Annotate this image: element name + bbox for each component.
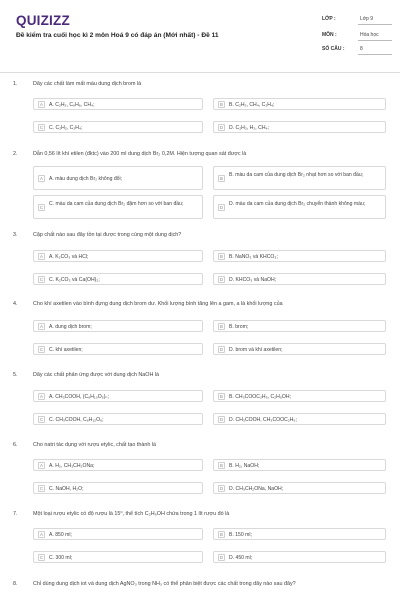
option-a[interactable]	[33, 98, 203, 110]
option-text: C. 300 ml;	[49, 554, 73, 561]
option-b[interactable]	[213, 166, 386, 190]
option-text: A. H₂, CH₃CH₂ONa;	[49, 462, 95, 469]
option-b[interactable]	[213, 250, 386, 262]
option-a[interactable]	[33, 390, 203, 402]
option-text: B. H₂, NaOH;	[229, 462, 260, 469]
option-text: A. C₂H₂, C₆H₆, CH₄;	[49, 101, 95, 108]
option-letter-badge: B	[218, 531, 225, 538]
worksheet-header	[0, 0, 400, 70]
option-c[interactable]	[33, 195, 203, 219]
option-letter-badge: D	[219, 555, 224, 560]
option-text: B. CH₃COOC₂H₅, C₂H₅OH;	[229, 393, 291, 400]
question-number: 5.	[13, 372, 18, 378]
option-letter-badge: A	[38, 175, 45, 182]
option-letter-badge: D	[219, 125, 224, 130]
question-text: Chỉ dùng dung dịch iot và dung dịch AgNO₃ trong NH₃ có thể phân biệt được các chất trong dãy nào sau đây?	[33, 581, 296, 587]
option-letter-badge: B	[218, 393, 225, 400]
option-letter-badge: A	[38, 323, 45, 330]
option-text: A. K₂CO₃ và HCl;	[49, 253, 89, 260]
option-text: D. brom và khí axetilen;	[229, 346, 283, 353]
question-number: 1.	[13, 81, 18, 87]
option-letter-badge: D	[219, 277, 224, 282]
option-d[interactable]	[213, 551, 386, 563]
meta-class-value: Lớp 9	[360, 16, 374, 22]
option-letter-badge: D	[219, 347, 224, 352]
question-text: Cho khí axetilen vào bình đựng dung dịch brom dư. Khối lượng bình tăng lên a gam, a là khối lượng của	[33, 301, 283, 307]
option-letter-badge: A	[38, 462, 45, 469]
option-text: A. dung dịch brom;	[49, 323, 92, 330]
option-letter-badge: C	[39, 555, 44, 560]
option-letter-badge: C	[39, 347, 44, 352]
option-letter-badge: B	[218, 101, 225, 108]
header-divider	[0, 72, 400, 73]
option-text: B. 150 ml;	[229, 531, 252, 538]
question-number: 3.	[13, 232, 18, 238]
question-text: Dẫn 0,56 lít khí etilen (đktc) vào 200 ml dung dịch Br₂ 0,2M. Hiện tượng quan sát được là	[33, 151, 247, 157]
option-text: D. KHCO₃ và NaOH;	[229, 276, 277, 283]
question-number: 8.	[13, 581, 18, 587]
meta-subject-value: Hóa học	[360, 32, 379, 38]
option-d[interactable]	[213, 121, 386, 133]
option-a[interactable]	[33, 528, 203, 540]
option-c[interactable]	[33, 273, 203, 285]
option-text: C. C₂H₂, C₂H₄;	[49, 124, 83, 131]
option-letter-badge: A	[38, 101, 45, 108]
option-d[interactable]	[213, 273, 386, 285]
option-b[interactable]	[213, 320, 386, 332]
option-letter-badge: A	[38, 531, 45, 538]
option-b[interactable]	[213, 528, 386, 540]
option-d[interactable]	[213, 343, 386, 355]
option-a[interactable]	[33, 166, 203, 190]
option-letter-badge: C	[39, 277, 44, 282]
question-number: 2.	[13, 151, 18, 157]
option-text: B. màu da cam của dung dịch Br₂ nhạt hơn so với ban đầu;	[229, 171, 364, 178]
option-letter-badge: B	[218, 253, 225, 260]
option-c[interactable]	[33, 413, 203, 425]
question-number: 6.	[13, 442, 18, 448]
option-c[interactable]	[33, 551, 203, 563]
meta-class-label: LỚP :	[322, 16, 336, 22]
meta-underline	[358, 24, 392, 25]
option-letter-badge: A	[38, 253, 45, 260]
option-text: A. màu dung dịch Br₂ không đổi;	[49, 176, 123, 182]
option-letter-badge: A	[38, 393, 45, 400]
option-letter-badge: C	[39, 417, 44, 422]
option-letter-badge: D	[219, 486, 224, 491]
option-letter-badge: D	[219, 205, 224, 210]
option-text: B. C₂H₂, CH₄, C₂H₄;	[229, 101, 275, 108]
meta-count-label: SỐ CÂU :	[322, 46, 345, 52]
page-title: Đề kiểm tra cuối học kì 2 môn Hoá 9 có đáp án (Mới nhất) - Đề 11	[16, 32, 219, 39]
option-text: C. K₂CO₃ và Ca(OH)₂;	[49, 276, 100, 283]
option-a[interactable]	[33, 320, 203, 332]
option-b[interactable]	[213, 459, 386, 471]
option-text: B. NaNO₃ và KHCO₃;	[229, 253, 278, 260]
option-text: C. NaOH, H₂O;	[49, 485, 84, 492]
option-letter-badge: C	[39, 125, 44, 130]
option-c[interactable]	[33, 343, 203, 355]
option-b[interactable]	[213, 98, 386, 110]
option-text: D. 450 ml;	[229, 554, 253, 561]
option-text: D. C₂H₂, H₂, CH₄;	[229, 124, 269, 131]
meta-underline	[358, 40, 392, 41]
option-letter-badge: B	[218, 323, 225, 330]
quizizz-logo: QUIZIZZ	[16, 13, 70, 28]
option-letter-badge: B	[218, 462, 225, 469]
option-text: A. 850 ml;	[49, 531, 72, 538]
option-text: D. CH₃COOH, CH₃COOC₂H₅;	[229, 416, 297, 423]
option-text: D. CH₃CH₂ONa, NaOH;	[229, 485, 284, 492]
question-text: Dãy các chất phản ứng được với dung dịch NaOH là	[33, 372, 160, 378]
meta-count-value: 8	[360, 46, 363, 52]
option-text: C. màu da cam của dung dịch Br₂ đậm hơn so với ban đầu;	[49, 200, 184, 207]
meta-underline	[358, 54, 392, 55]
option-c[interactable]	[33, 121, 203, 133]
option-d[interactable]	[213, 195, 386, 219]
option-letter-badge: C	[39, 205, 44, 210]
question-text: Cho natri tác dụng với rượu etylic, chất tạo thành là	[33, 442, 157, 448]
option-text: C. khí axetilen;	[49, 346, 83, 353]
question-number: 4.	[13, 301, 18, 307]
option-a[interactable]	[33, 250, 203, 262]
question-text: Dãy các chất làm mất màu dung dịch brom là	[33, 81, 142, 87]
option-letter-badge: B	[218, 175, 225, 182]
option-text: D. màu da cam của dung dịch Br₂ chuyển thành không màu;	[229, 200, 366, 207]
option-letter-badge: D	[219, 417, 224, 422]
option-letter-badge: C	[39, 486, 44, 491]
option-text: C. CH₃COOH, C₆H₁₂O₆;	[49, 416, 104, 423]
option-text: B. brom;	[229, 323, 249, 330]
meta-subject-label: MÔN :	[322, 32, 337, 38]
option-b[interactable]	[213, 390, 386, 402]
option-d[interactable]	[213, 482, 386, 494]
question-text: Một loại rượu etylic có độ rượu là 15⁰, thể tích C₂H₅OH chứa trong 1 lít rượu đó là	[33, 511, 230, 517]
option-text: A. CH₃COOH, (C₆H₁₀O₅)ₙ;	[49, 393, 109, 400]
option-c[interactable]	[33, 482, 203, 494]
option-a[interactable]	[33, 459, 203, 471]
option-d[interactable]	[213, 413, 386, 425]
question-text: Cặp chất nào sau đây tồn tại được trong cùng một dung dịch?	[33, 232, 182, 238]
question-number: 7.	[13, 511, 18, 517]
